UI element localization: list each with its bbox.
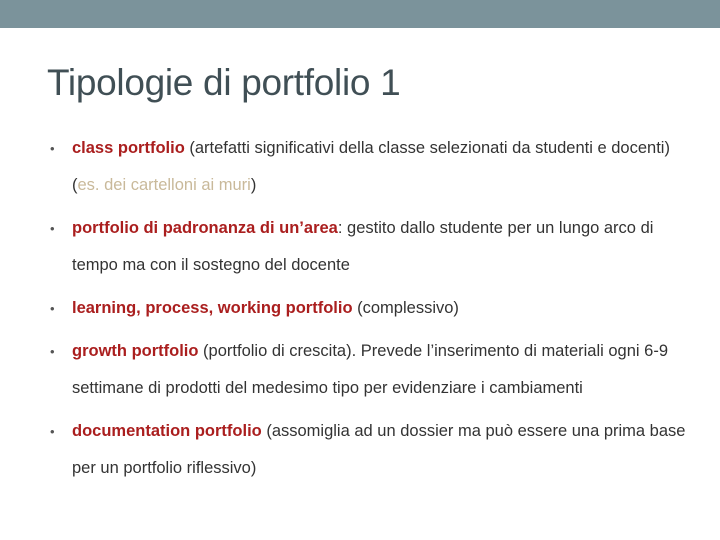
list-item <box>50 413 690 487</box>
bullet-term: portfolio di padronanza di un’area <box>72 219 338 237</box>
bullet-term: growth portfolio <box>72 342 199 360</box>
slide-title: Tipologie di portfolio 1 <box>47 62 401 103</box>
slide-top-bar <box>0 0 720 28</box>
bullet-text: (complessivo) <box>352 299 459 317</box>
list-item <box>50 130 690 204</box>
bullet-text: (portfolio di crescita). Prevede l’inserimento di materiali ogni 6-9 settimane di prodotti del medesimo tipo per evidenziare i cambiamenti <box>72 342 669 397</box>
list-item <box>50 210 690 284</box>
bullet-term: learning, process, working portfolio <box>72 299 353 317</box>
bullet-text: (artefatti significativi della classe selezionati da studenti e docenti) ( <box>72 139 670 194</box>
bullet-faint-text: es. dei cartelloni ai muri <box>77 176 251 194</box>
list-item <box>50 290 690 327</box>
bullet-text-end: ) <box>250 176 257 194</box>
list-item <box>50 333 690 407</box>
bullet-list <box>50 130 690 487</box>
bullet-text: (assomiglia ad un dossier ma può essere una prima base per un portfolio riflessivo) <box>72 422 686 477</box>
bullet-term: class portfolio <box>72 139 185 157</box>
bullet-term: documentation portfolio <box>72 422 262 440</box>
bullet-text: : gestito dallo studente per un lungo arco di tempo ma con il sostegno del docente <box>72 219 654 274</box>
